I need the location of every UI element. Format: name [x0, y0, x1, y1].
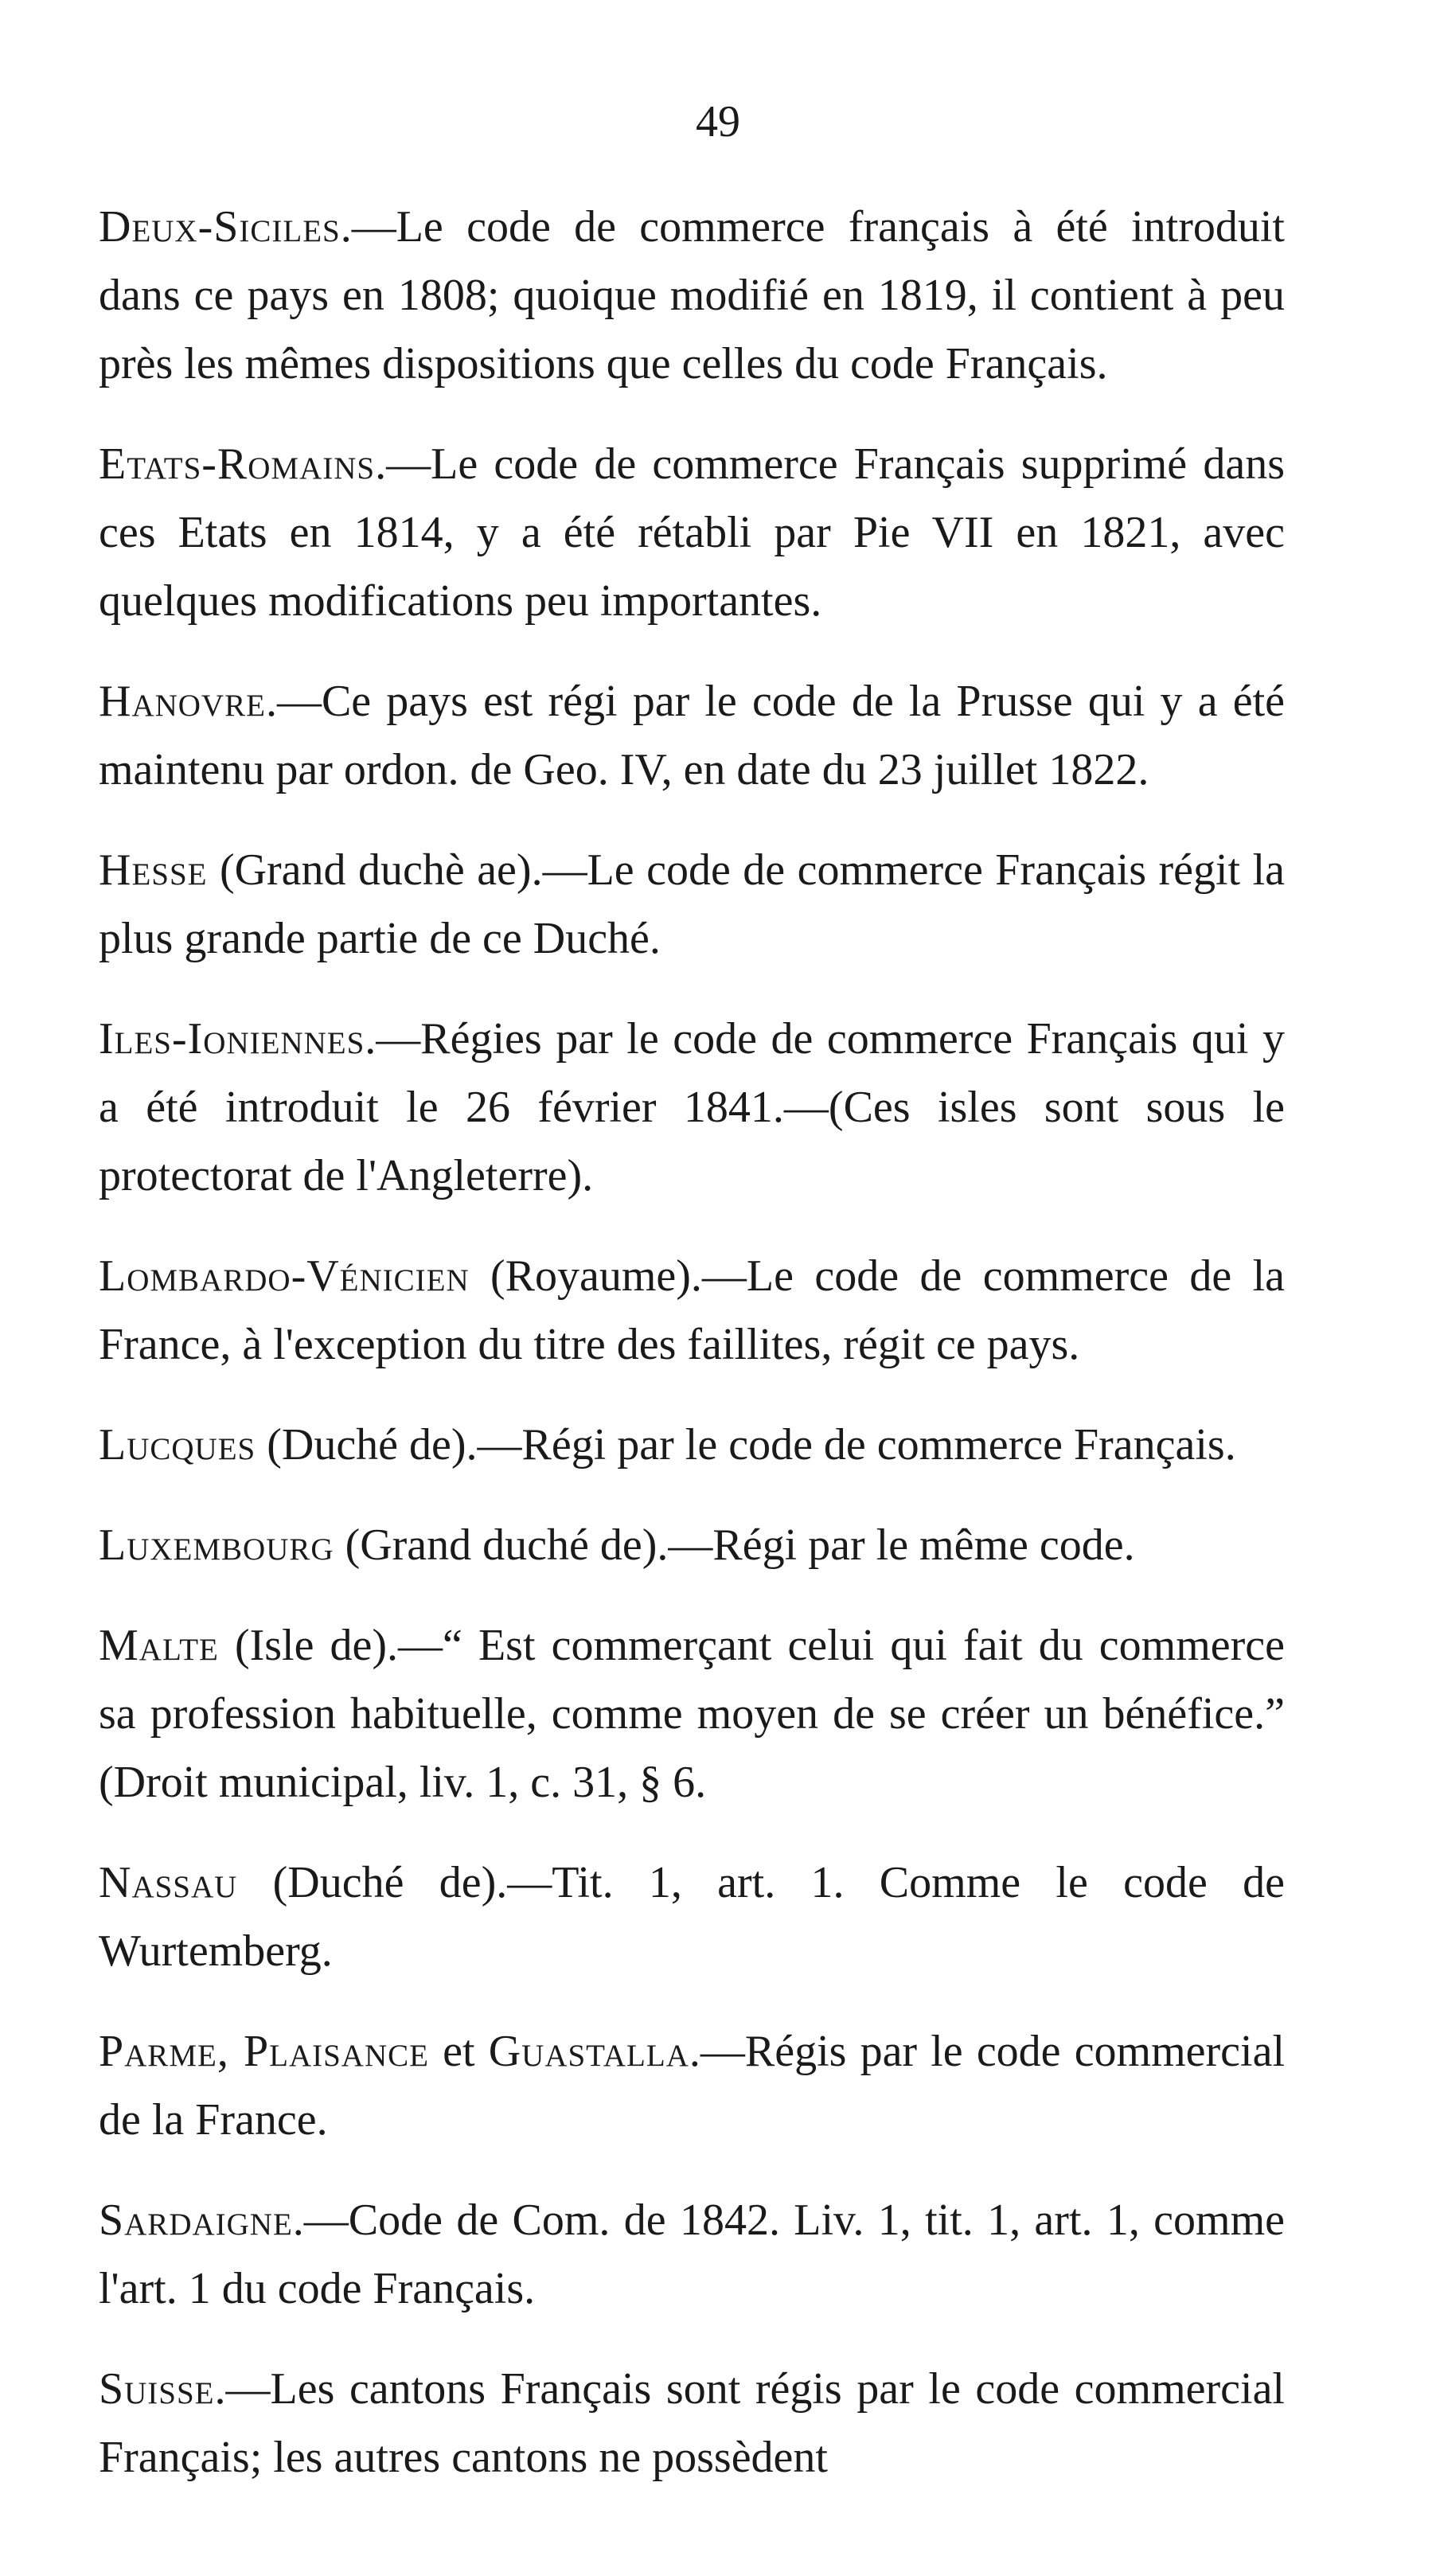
entry-deux-siciles — [99, 193, 1285, 398]
entry-etats-romains — [99, 430, 1285, 635]
entry-name: Lucques — [99, 1420, 256, 1469]
entry-name: Parme, Plaisance — [99, 2027, 429, 2076]
entry-name: Hanovre — [99, 677, 266, 726]
entry-name: Etats-Romains — [99, 439, 376, 489]
entry-nassau — [99, 1848, 1285, 1985]
entry-suisse — [99, 2355, 1285, 2492]
entry-hesse — [99, 836, 1285, 973]
entry-luxembourg — [99, 1511, 1285, 1579]
entry-text: et — [428, 2027, 489, 2076]
entry-name: Suisse — [99, 2364, 215, 2414]
entry-iles-ioniennes — [99, 1005, 1285, 1210]
entry-lombardo-venicien — [99, 1242, 1285, 1379]
entry-text-secondary: .—Régis par le code commercial de la France. — [99, 2027, 1286, 2145]
entry-text: .—Ce pays est régi par le code de la Prusse qui y a été maintenu par ordon. de Geo. IV, en date du 23 juillet 1822. — [99, 677, 1285, 794]
entry-sardaigne — [99, 2186, 1285, 2323]
entry-text: (Royaume).—Le code de commerce de la France, à l'exception du titre des faillites, régit ce pays. — [99, 1251, 1285, 1369]
entry-name: Luxembourg — [99, 1520, 334, 1570]
entry-text: (Duché de).—Régi par le code de commerce Français. — [256, 1420, 1236, 1469]
entry-text: .—Code de Com. de 1842. Liv. 1, tit. 1, art. 1, comme l'art. 1 du code Français. — [99, 2195, 1285, 2313]
entry-name: Hesse — [99, 845, 208, 895]
entry-name-secondary: Guastalla — [488, 2027, 689, 2076]
entry-text: .—Régies par le code de commerce Français qui y a été introduit le 26 février 1841.—(Ces isles sont sous le protectorat de l'Angleterre). — [99, 1014, 1285, 1200]
entry-lucques — [99, 1411, 1285, 1479]
entry-name: Malte — [99, 1621, 219, 1670]
entry-text: (Duché de).—Tit. 1, art. 1. Comme le code de Wurtemberg. — [99, 1858, 1285, 1976]
entry-text: .—Les cantons Français sont régis par le code commercial Français; les autres cantons ne possèdent — [99, 2364, 1285, 2482]
entry-name: Deux-Siciles — [99, 202, 341, 252]
entry-hanovre — [99, 667, 1285, 804]
entry-name: Nassau — [99, 1858, 238, 1907]
entry-text: .—Le code de commerce Français supprimé dans ces Etats en 1814, y a été rétabli par Pie VII en 1821, avec quelques modifications peu importantes. — [99, 439, 1285, 626]
entry-name: Sardaigne — [99, 2195, 293, 2245]
entry-name: Lombardo-Vénicien — [99, 1251, 470, 1301]
entry-name: Iles-Ioniennes — [99, 1014, 365, 1064]
entry-text: .—Le code de commerce français à été introduit dans ce pays en 1808; quoique modifié en 1819, il contient à peu près les mêmes dispositions que celles du code Français. — [99, 202, 1285, 388]
entry-parme — [99, 2017, 1285, 2154]
entry-text: (Isle de).—“ Est commerçant celui qui fait du commerce sa profession habituelle, comme moyen de se créer un bénéfice.” (Droit municipal, liv. 1, c. 31, § 6. — [99, 1621, 1285, 1807]
entry-text: (Grand duché de).—Régi par le même code. — [334, 1520, 1135, 1570]
page-number: 49 — [696, 97, 740, 146]
entries-list — [99, 193, 1285, 2523]
entry-malte — [99, 1611, 1285, 1817]
entry-text: (Grand duchè ae).—Le code de commerce Français régit la plus grande partie de ce Duché. — [99, 845, 1285, 963]
